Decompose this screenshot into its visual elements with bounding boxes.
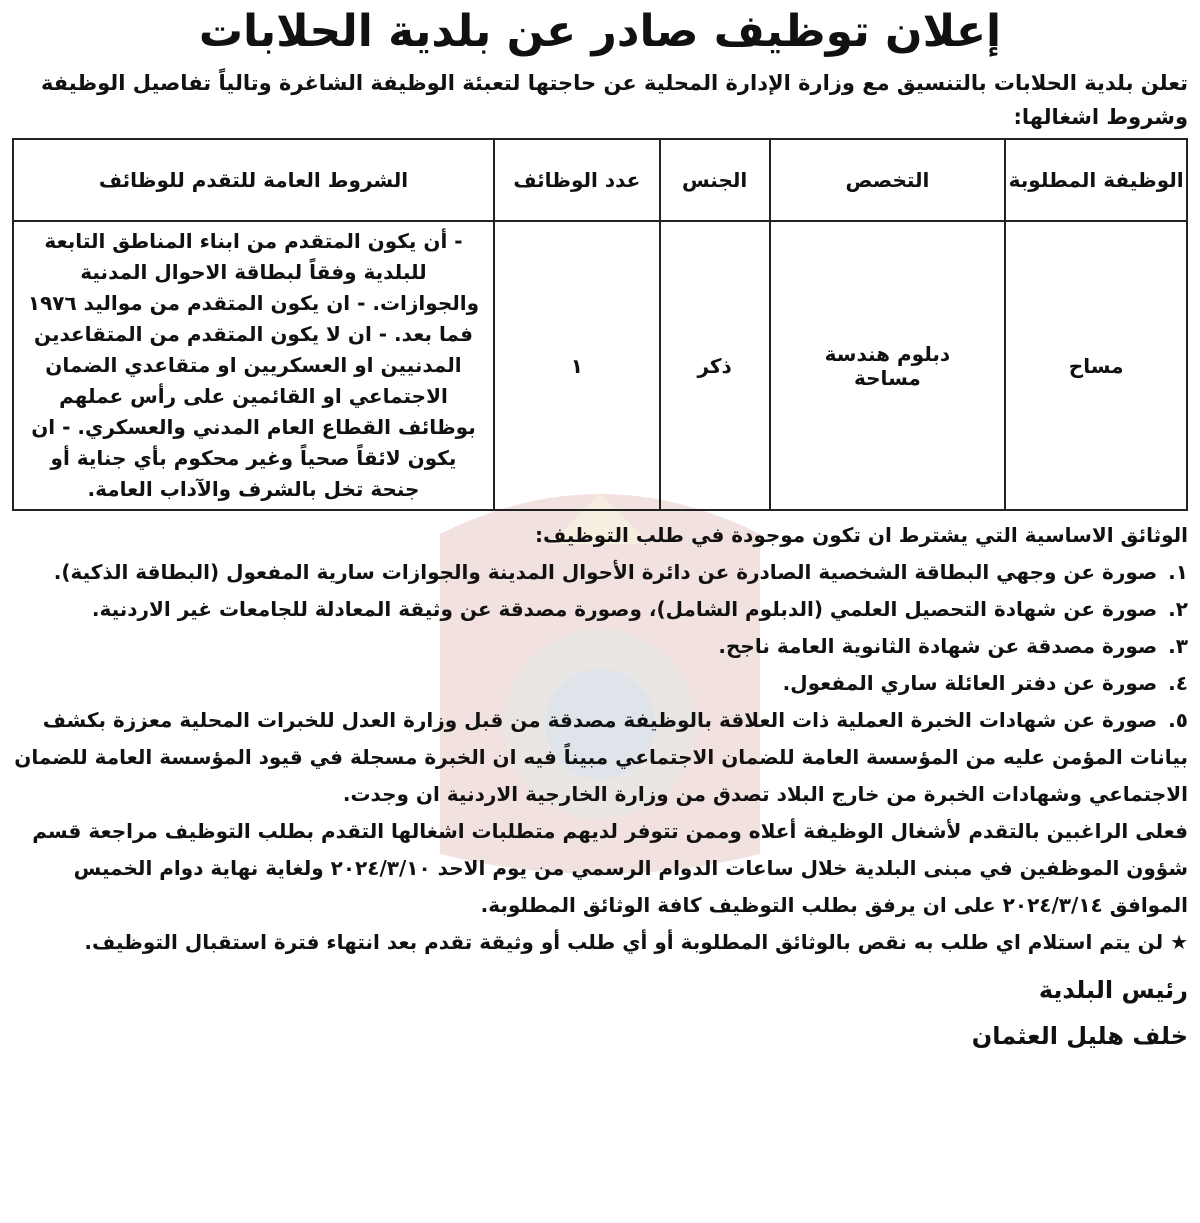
list-item [12,702,1188,813]
item-text: صورة عن شهادة التحصيل العلمي (الدبلوم الشامل)، وصورة مصدقة عن وثيقة المعادلة للجامعات غير الاردنية. [91,597,1158,621]
cell-job: مساح [1005,221,1187,510]
documents-heading: الوثائق الاساسية التي يشترط ان تكون موجودة في طلب التوظيف: [534,523,1188,547]
list-item [12,665,1188,702]
announcement-title: إعلان توظيف صادر عن بلدية الحلابات [198,6,1002,57]
item-number: ١. [1168,560,1188,584]
table-header-row [13,139,1187,221]
item-number: ٥. [1168,708,1188,732]
item-text: صورة عن دفتر العائلة ساري المفعول. [782,671,1158,695]
header-job: الوظيفة المطلوبة [1005,139,1187,221]
header-gender: الجنس [660,139,770,221]
list-item [12,628,1188,665]
list-item [12,554,1188,591]
closing-paragraph: فعلى الراغبين بالتقدم لأشغال الوظيفة أعلاه وممن تتوفر لديهم متطلبات اشغالها التقدم بطلب التوظيف مراجعة قسم شؤون الموظفين في مبنى البلدية خلال ساعات الدوام الرسمي من يوم الاحد ٢٠٢٤/٣/١٠ ولغاية نهاية دوام الخميس الموافق ٢٠٢٤/٣/١٤ على ان يرفق بطلب التوظيف كافة الوثائق المطلوبة. [32,819,1188,917]
cell-conditions: - أن يكون المتقدم من ابناء المناطق التابعة للبلدية وفقاً لبطاقة الاحوال المدنية والجوازات. - ان يكون المتقدم من مواليد ١٩٧٦ فما بعد. - ان لا يكون المتقدم من المتقاعدين المدنيين او العسكريين او متقاعدي الضمان الاجتماعي او القائمين على رأس عملهم بوظائف القطاع العام المدني والعسكري. - ان يكون لائقاً صحياً وغير محكوم بأي جناية أو جنحة تخل بالشرف والآداب العامة. [13,221,494,510]
item-number: ٢. [1168,597,1188,621]
item-text: صورة عن شهادات الخبرة العملية ذات العلاقة بالوظيفة مصدقة من قبل وزارة العدل للخبرات المحلية معززة بكشف بيانات المؤمن عليه من المؤسسة العامة للضمان الاجتماعي مبيناً فيه ان الخبرة مسجلة في قيود المؤسسة العامة للضمان الاجتماعي وشهادات الخبرة من خارج البلاد تصدق من وزارة الخارجية الاردنية ان وجدت. [14,708,1188,806]
documents-list [12,554,1188,813]
jobs-table [12,138,1188,511]
header-conditions: الشروط العامة للتقدم للوظائف [13,139,494,221]
cell-gender: ذكر [660,221,770,510]
header-specialization: التخصص [770,139,1006,221]
item-number: ٣. [1168,634,1188,658]
item-text: صورة مصدقة عن شهادة الثانوية العامة ناجح. [718,634,1158,658]
cell-specialization: دبلوم هندسة مساحة [770,221,1006,510]
header-count: عدد الوظائف [494,139,660,221]
signature-role: رئيس البلدية [1038,976,1188,1004]
item-number: ٤. [1168,671,1188,695]
list-item [12,591,1188,628]
table-row [13,221,1187,510]
announcement-page [0,4,1200,1059]
signature-block [12,967,1188,1059]
cell-count: ١ [494,221,660,510]
note-paragraph: ★ لن يتم استلام اي طلب به نقص بالوثائق المطلوبة أو أي طلب أو وثيقة تقدم بعد انتهاء فترة استقبال التوظيف. [84,930,1188,954]
intro-paragraph: تعلن بلدية الحلابات بالتنسيق مع وزارة الإدارة المحلية عن حاجتها لتعبئة الوظيفة الشاغرة وتالياً تفاصيل الوظيفة وشروط اشغالها: [40,71,1188,129]
signature-name: خلف هليل العثمان [971,1022,1188,1050]
item-text: صورة عن وجهي البطاقة الشخصية الصادرة عن دائرة الأحوال المدينة والجوازات سارية المفعول (البطاقة الذكية). [53,560,1158,584]
